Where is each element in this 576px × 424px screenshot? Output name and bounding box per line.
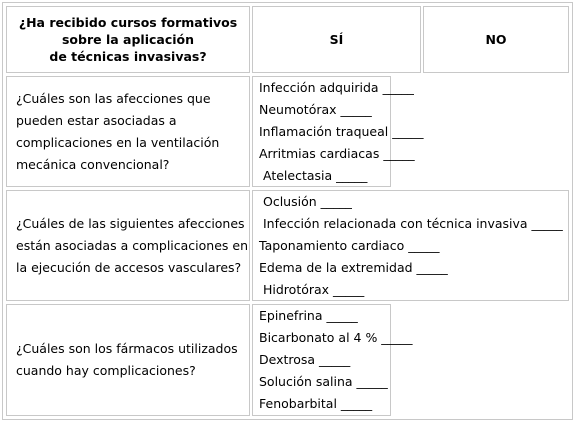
row-1-question-cell [6,76,250,187]
header-question-line: ¿Ha recibido cursos formativos [18,15,238,30]
row-question-line: complicaciones en la ventilación [16,134,220,150]
option-item: Arritmias cardiacas _____ [259,146,415,161]
row-question-line: ¿Cuáles de las siguientes afecciones [16,215,245,231]
option-item: Bicarbonato al 4 % _____ [259,330,413,345]
option-item: Atelectasia _____ [263,168,368,183]
row-3-question-cell [6,304,250,416]
row-question-line: pueden estar asociadas a [16,112,177,128]
row-question-line: están asociadas a complicaciones en [16,237,249,253]
option-item: Taponamiento cardiaco _____ [259,238,440,253]
option-item: Infección relacionada con técnica invasiva _____ [263,216,563,231]
option-item: Edema de la extremidad _____ [259,260,448,275]
header-question-line: sobre la aplicación [61,32,195,47]
option-item: Solución salina _____ [259,374,388,389]
header-question-line: de técnicas invasivas? [49,49,207,64]
option-item: Hidrotórax _____ [263,282,365,297]
option-item: Infección adquirida _____ [259,80,414,95]
row-question-line: ¿Cuáles son las afecciones que [16,90,211,106]
option-item: Epinefrina _____ [259,308,358,323]
row-2-question-cell [6,190,250,301]
header-no-cell [423,6,569,73]
option-item: Oclusión _____ [263,194,352,209]
option-item: Fenobarbital _____ [259,396,373,411]
header-yes-label: SÍ [329,32,344,47]
header-question-cell [6,6,250,73]
row-question-line: mecánica convencional? [16,156,170,172]
option-item: Dextrosa _____ [259,352,351,367]
header-no-label: NO [485,32,507,47]
row-2-options-cell [252,190,569,301]
header-yes-cell [252,6,421,73]
row-1-options-cell [252,76,424,187]
row-3-options-cell [252,304,413,416]
survey-table [2,2,573,420]
row-question-line: ¿Cuáles son los fármacos utilizados [16,341,238,356]
option-item: Inflamación traqueal _____ [259,124,424,139]
row-question-line: la ejecución de accesos vasculares? [16,259,242,275]
option-item: Neumotórax _____ [259,102,372,117]
row-question-line: cuando hay complicaciones? [16,363,196,378]
